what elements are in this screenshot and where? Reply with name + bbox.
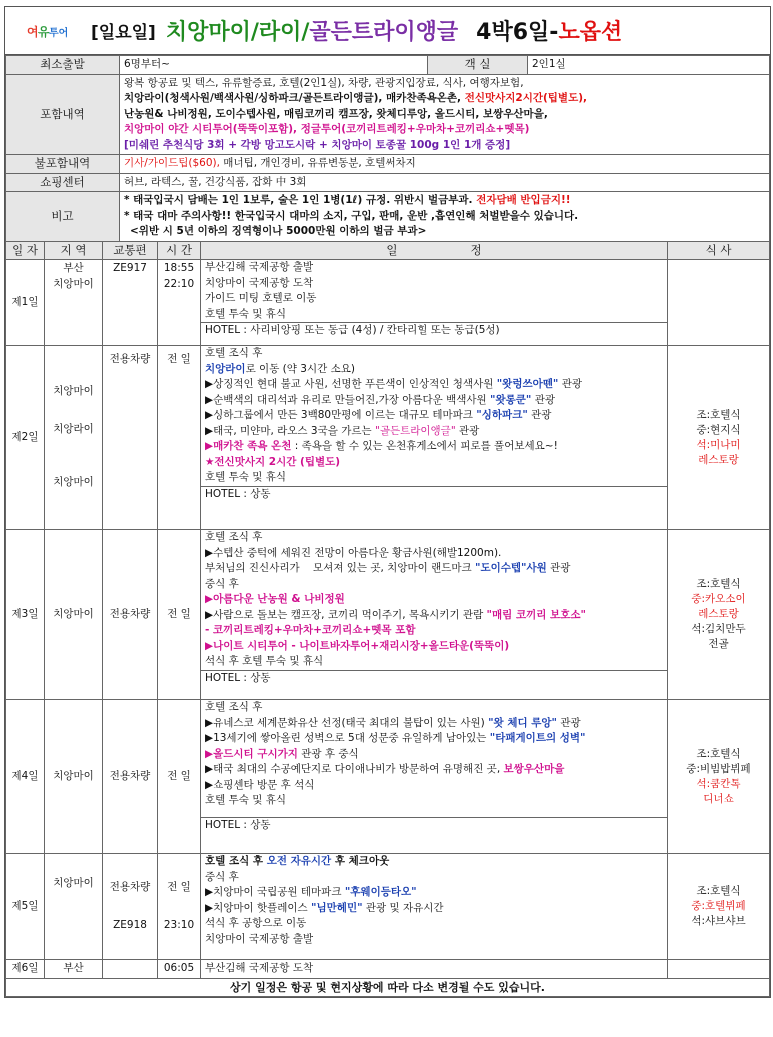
title-bar (5, 7, 770, 55)
day-meals: 조:호텔식 중:비빔밥뷔페 석:쿰칸톡 디너쇼 (668, 700, 770, 854)
day-region: 부산 (45, 960, 103, 979)
col-meal: 식 사 (668, 241, 770, 260)
day-row (6, 960, 770, 979)
room-value: 2인1실 (528, 56, 770, 75)
day-schedule: 호텔 조식 후 치앙라이로 이동 (약 3시간 소요) ▶상징적인 현대 불교 사원, 선명한 푸른색이 인상적인 청색사원 "왓렁쓰아뗀" 관광 ▶순백색의 대리석과 유리로 만들어진,가장 아름다운 백색사원 "왓롱쿤" 관광 ▶싱하그룹에서 만든 3백80만평에 이르는 대규모 테마파크 "싱하파크" 관광 ▶태국, 미얀마, 라오스 3국을 가르는 "골든트라이앵글" 관광 ▶매카찬 족욕 온천 : 족욕을 할 수 있는 온천휴게소에서 피로를 풀어보세요~! ★전신맛사지 2시간 (팁별도) 호텔 투숙 및 휴식 HOTEL : 상동 (201, 346, 668, 530)
day-meals: 조:호텔식 중:카오소이 레스토랑 석:김치만두 전골 (668, 530, 770, 700)
day-time: 전 일 (158, 346, 201, 530)
day-schedule: 부산김해 국제공항 도착 (201, 960, 668, 979)
day-row (6, 700, 770, 854)
day-time: 전 일 (158, 530, 201, 700)
day-region: 치앙마이 (45, 854, 103, 960)
brand-logo (27, 20, 73, 42)
day-region: 치앙마이 치앙라이 치앙마이 (45, 346, 103, 530)
shopping-value: 허브, 라텍스, 꿀, 건강식품, 잡화 中 3회 (120, 173, 770, 192)
info-table (5, 55, 770, 242)
included-label: 포함내역 (6, 74, 120, 155)
day-transport (103, 960, 158, 979)
day-label: 제4일 (6, 700, 45, 854)
col-transport: 교통편 (103, 241, 158, 260)
excluded-label: 불포함내역 (6, 155, 120, 174)
col-schedule: 일 정 (201, 241, 668, 260)
day-transport: 전용차량 (103, 346, 158, 530)
day-schedule: 호텔 조식 후 ▶유네스코 세계문화유산 선정(태국 최대의 불탑이 있는 사원) "왓 체디 루앙" 관광 ▶13세기에 쌓아올린 성벽으로 5대 성문중 유일하게 남아있는 "타패게이트의 성벽" ▶올드시티 구시가지 관광 후 중식 ▶태국 최대의 수공예단지로 다이애나비가 방문하여 유명해진 곳, 보쌍우산마을 ▶쇼핑센타 방문 후 석식 호텔 투숙 및 휴식 HOTEL : 상동 (201, 700, 668, 854)
day-transport: 전용차량 (103, 530, 158, 700)
day-meals: 조:호텔식 중:현지식 석:미나미 레스토랑 (668, 346, 770, 530)
svg-text:여: 여 (27, 24, 39, 39)
day-label: 제6일 (6, 960, 45, 979)
hotel-info: HOTEL : 상동 (201, 670, 667, 686)
itinerary-page (4, 6, 771, 998)
day-row (6, 854, 770, 960)
svg-text:유: 유 (38, 24, 50, 39)
day-label: 제3일 (6, 530, 45, 700)
schedule-table (5, 241, 770, 998)
day-time: 전 일 (158, 700, 201, 854)
day-meals (668, 260, 770, 346)
day-region: 치앙마이 (45, 530, 103, 700)
tour-option: 노옵션 (558, 20, 623, 45)
day-transport: 전용차량 (103, 700, 158, 854)
shopping-label: 쇼핑센터 (6, 173, 120, 192)
footer-note: 상기 일정은 항공 및 현지상황에 따라 다소 변경될 수도 있습니다. (6, 978, 770, 997)
tour-day: [일요일] (91, 23, 156, 43)
svg-text:투어: 투어 (49, 27, 69, 39)
day-region: 치앙마이 (45, 700, 103, 854)
day-meals (668, 960, 770, 979)
excluded-value: 기사/가이드팁($60), 매너팁, 개인경비, 유류변동분, 호텔써차지 (120, 155, 770, 174)
col-date: 일 자 (6, 241, 45, 260)
note-text: * 태국입국시 담배는 1인 1보루, 술은 1인 1병(1ℓ) 규정. 위반시 벌금부과. 전자담배 반입금지!! * 태국 대마 주의사항!! 한국입국시 대마의 소지, 구입, 판매, 운반 ,흡연인해 처벌받을수 있습니다. <위반 시 5년 이하의 징역형이나 5000만원 이하의 벌금 부과> (120, 192, 770, 242)
day-row (6, 260, 770, 346)
day-label: 제5일 (6, 854, 45, 960)
day-row (6, 346, 770, 530)
day-schedule: 부산김해 국제공항 출발 치앙마이 국제공항 도착 가이드 미팅 호텔로 이동 호텔 투숙 및 휴식 HOTEL : 사리비앙핑 또는 동급 (4성) / 칸타리힐 또는 동급(5성) (201, 260, 668, 346)
day-row (6, 530, 770, 700)
day-region: 부산 치앙마이 (45, 260, 103, 346)
min-departure-value: 6명부터~ (120, 56, 428, 75)
day-schedule: 호텔 조식 후 ▶수텝산 중턱에 세워진 전망이 아름다운 황금사원(해발1200m). 부처님의 진신사리가 모셔져 있는 곳, 치앙마이 랜드마크 "도이수텝"사원 관광 중식 후 ▶아름다운 난농원 & 나비정원 ▶사람으로 돌보는 캠프장, 코끼리 먹이주기, 목욕시키기 관람 "매림 코끼리 보호소" - 코끼리트레킹+우마차+코끼리쇼+뗏목 포함 ▶나이트 시티투어 - 나이트바자투어+재리시장+올드타운(뚝뚝이) 석식 후 호텔 투숙 및 휴식 HOTEL : 상동 (201, 530, 668, 700)
tour-duration: 4박6일- (476, 20, 559, 45)
day-time: 06:05 (158, 960, 201, 979)
tour-destination: 치앙마이/라이/골든트라이앵글 (165, 20, 459, 45)
note-label: 비고 (6, 192, 120, 242)
included-list: 왕복 항공료 및 텍스, 유류할증료, 호텔(2인1실), 차량, 관광지입장료, 식사, 여행자보험, 치앙라이(청색사원/백색사원/싱하파크/골든트라이앵글), 매카찬족욕온촌, 전신맛사지2시간(팁별도), 난농원& 나비정원, 도이수텝사원, 매림코끼리 캠프장, 왓체디루앙, 올드시티, 보쌍우산마을, 치앙마이 야간 시티투어(뚝뚝이포함), 정글투어(코끼리트레킹+우마차+코끼리쇼+뗏목) [미쉐린 추천식당 3회 + 각방 망고도시락 + 치앙마이 토종꿀 100g 1인 1개 증정] (120, 74, 770, 155)
hotel-info: HOTEL : 상동 (201, 817, 667, 833)
day-time: 18:55 22:10 (158, 260, 201, 346)
day-transport: ZE917 (103, 260, 158, 346)
room-label: 객 실 (428, 56, 528, 75)
hotel-info: HOTEL : 상동 (201, 486, 667, 502)
day-meals: 조:호텔식 중:호텔뷔페 석:샤브샤브 (668, 854, 770, 960)
col-time: 시 간 (158, 241, 201, 260)
day-label: 제1일 (6, 260, 45, 346)
day-transport: 전용차량 ZE918 (103, 854, 158, 960)
day-time: 전 일 23:10 (158, 854, 201, 960)
day-label: 제2일 (6, 346, 45, 530)
col-region: 지 역 (45, 241, 103, 260)
hotel-info: HOTEL : 사리비앙핑 또는 동급 (4성) / 칸타리힐 또는 동급(5성) (201, 322, 667, 338)
min-departure-label: 최소출발 (6, 56, 120, 75)
day-schedule: 호텔 조식 후 오전 자유시간 후 체크아웃 중식 후 ▶치앙마이 국립공원 테마파크 "후웨이등타오" ▶치앙마이 핫플레이스 "님만헤민" 관광 및 자유시간 석식 후 공항으로 이동 치앙마이 국제공항 출발 (201, 854, 668, 960)
